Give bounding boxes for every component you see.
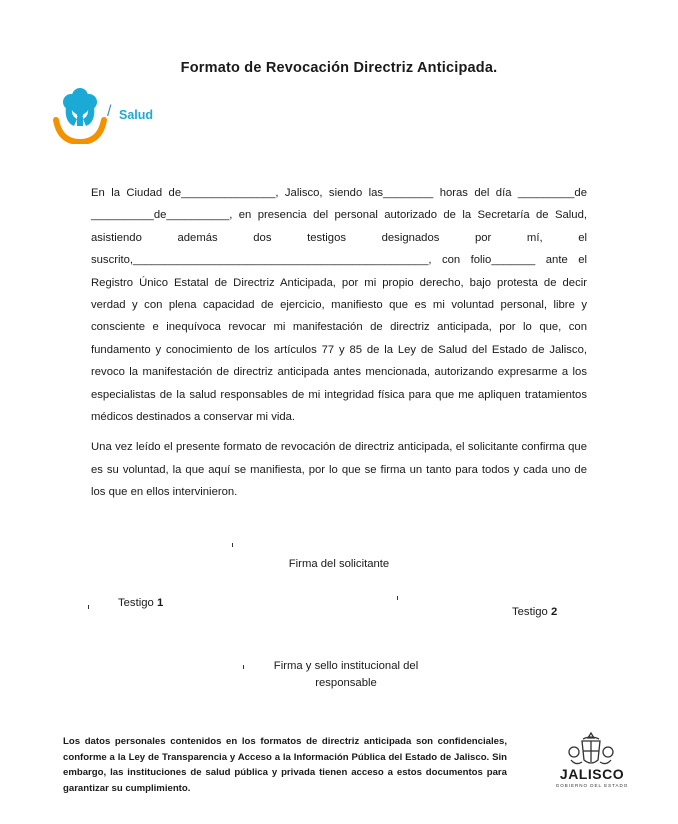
signature-testigo1-label: Testigo 1 (118, 597, 164, 609)
signature-mark-testigo1 (88, 605, 89, 609)
brand-name: Salud (119, 108, 154, 122)
privacy-notice: Los datos personales contenidos en los formatos de directriz anticipada son confidenciales, conforme a la Ley de Transparencia y Acceso a la Información Pública del Estado de Jalisco. Sin embargo, las instituciones de salud pública y privada tienen acceso a estos documentos para garantizar su cumplimiento. (63, 736, 507, 794)
brand-separator: / (107, 103, 112, 120)
paragraph-revocation: En la Ciudad de_______________, Jalisco, siendo las________ horas del día _________de __________de__________, en presencia del personal autorizado de la Secretaría de Salud, asistiendo además dos testigos designados por mí, el suscrito,_______________________________________________, con folio_______ ante el Registro Único Estatal de Directriz Anticipada, por mi propio derecho, bajo protesta de decir verdad y con plena capacidad de ejercicio, manifiesto que es mi voluntad personal, libre y consciente e inequívoca revocar mi manifestación de directriz anticipada, por lo que, con fundamento y conocimiento de los artículos 77 y 85 de la Ley de Salud del Estado de Jalisco, revoco la manifestación de directriz anticipada antes mencionada, autorizando expresarme a los especialistas de la salud responsables de mi integridad física para que me apliquen tratamientos médicos destinados a conservar mi vida. (91, 187, 587, 424)
paragraph-confirmation: Una vez leído el presente formato de revocación de directriz anticipada, el solicitante confirma que es su voluntad, la que aquí se manifiesta, por lo que se firma un tanto para todos y cada uno de los que en ellos intervinieron. (91, 441, 587, 499)
jalisco-subtitle: GOBIERNO DEL ESTADO (555, 783, 629, 788)
signature-solicitante-label: Firma del solicitante (288, 558, 390, 570)
signature-mark-solicitante (232, 543, 233, 547)
salud-logo-icon (50, 86, 110, 144)
signature-mark-testigo2 (397, 596, 398, 600)
jalisco-wordmark: JALISCO (559, 766, 625, 782)
jalisco-emblem-icon (566, 730, 616, 770)
document-body (91, 182, 587, 512)
document-title: Formato de Revocación Directriz Anticipada. (180, 60, 498, 76)
signature-responsable-label: Firma y sello institucional del responsable (273, 660, 419, 689)
signature-mark-responsable (243, 665, 244, 669)
signature-testigo2-label: Testigo 2 (512, 606, 558, 618)
